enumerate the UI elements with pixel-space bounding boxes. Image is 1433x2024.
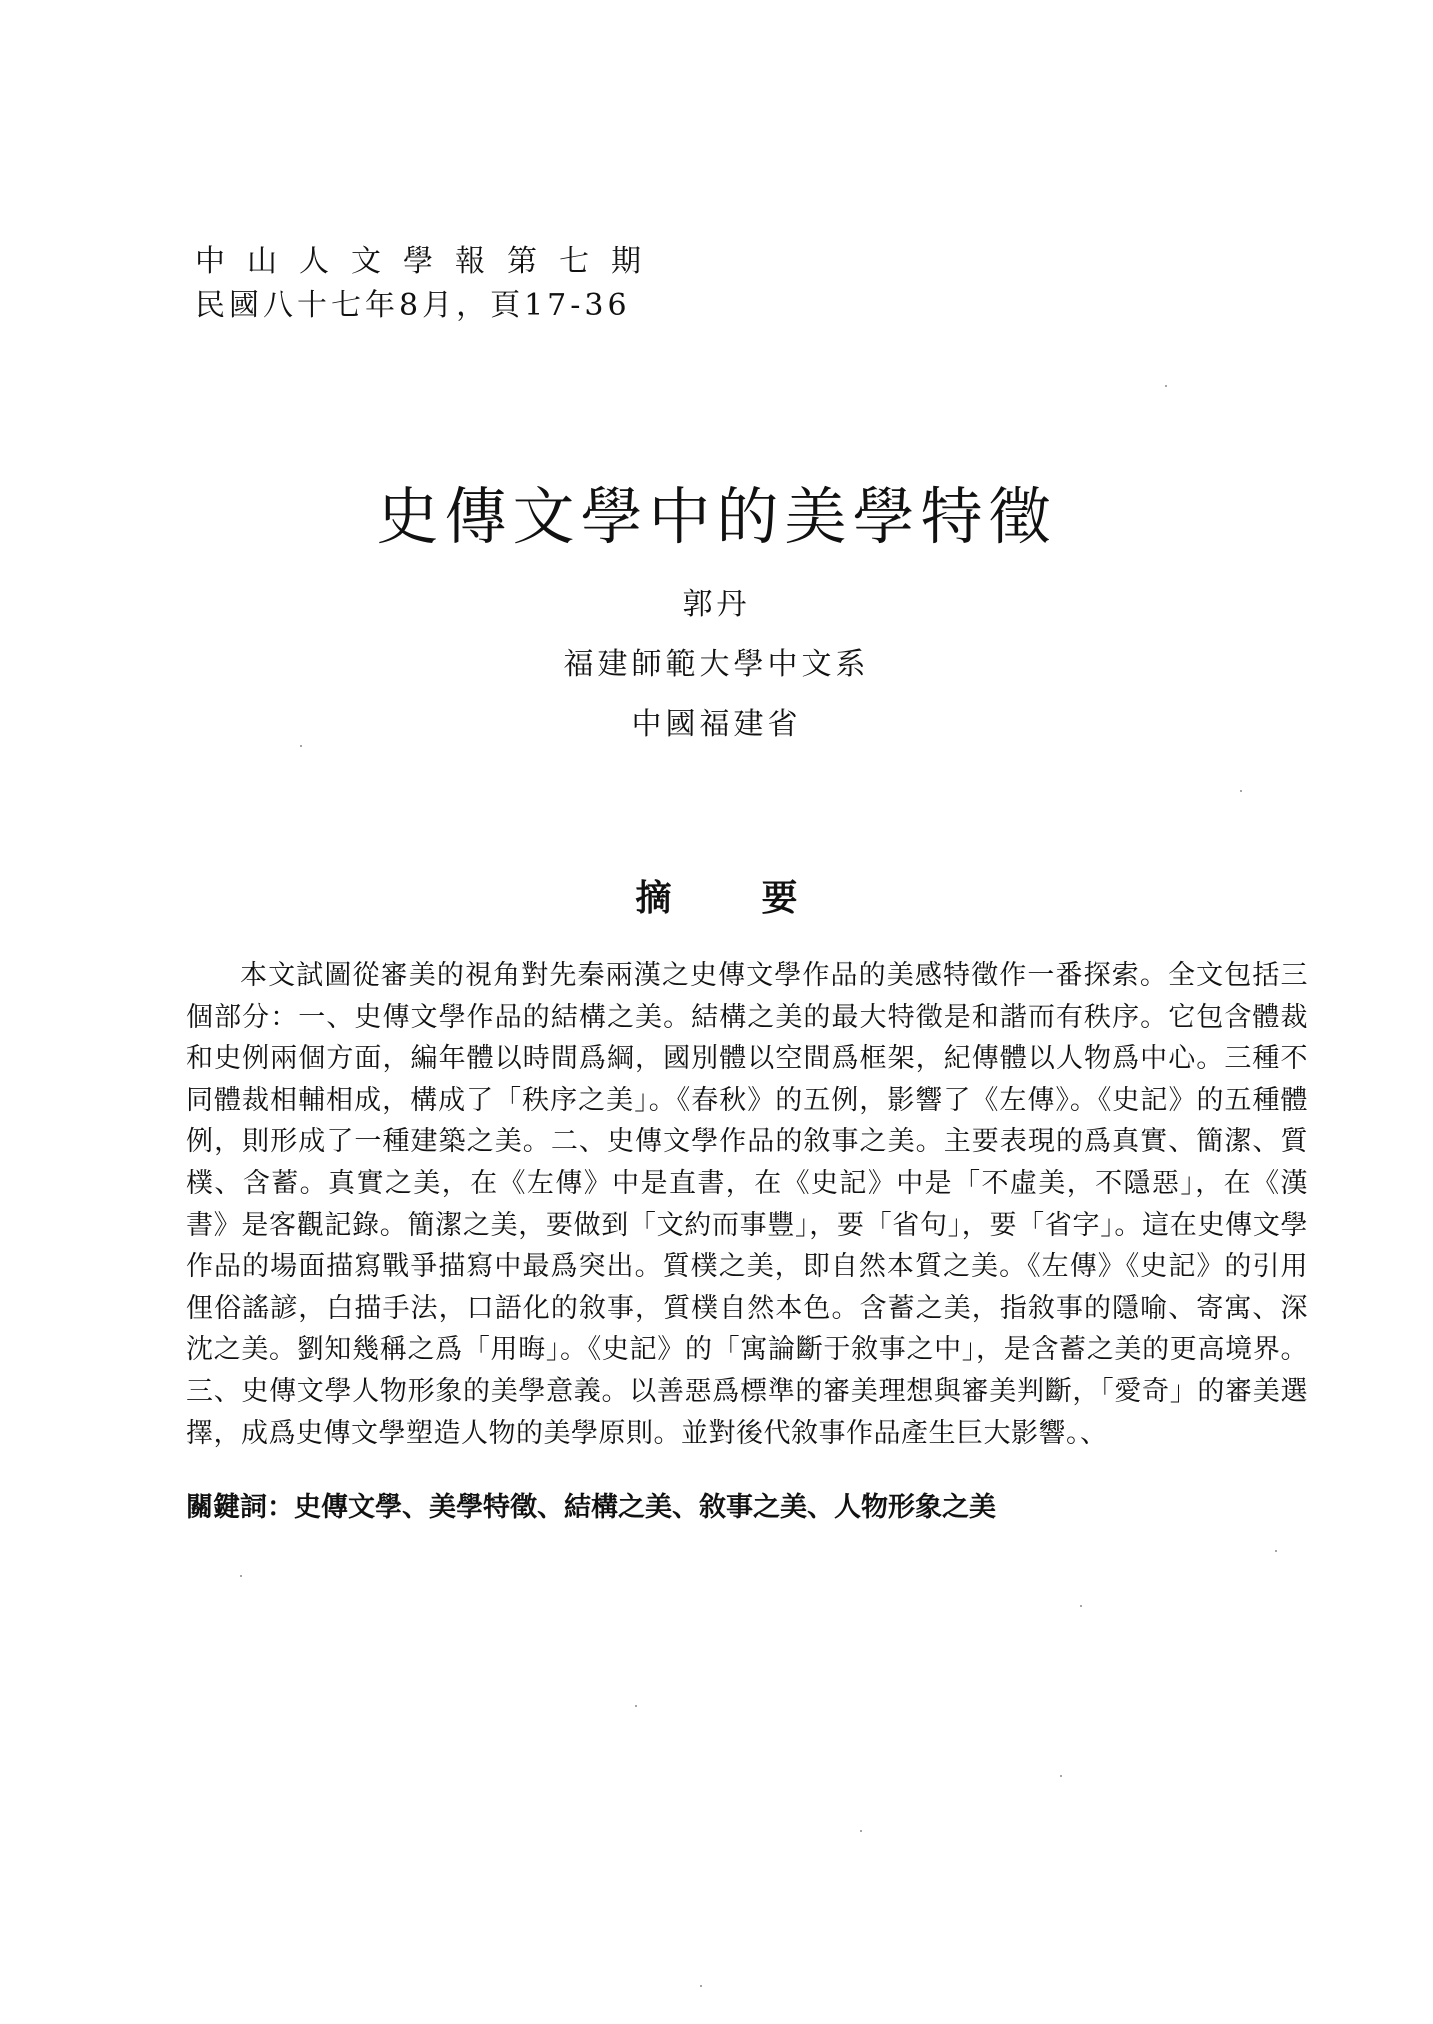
scan-speck	[1060, 1775, 1062, 1777]
scan-speck	[700, 1985, 702, 1987]
scan-speck	[860, 1830, 862, 1832]
scan-speck	[1240, 790, 1242, 792]
scan-speck	[1165, 385, 1167, 387]
paper-title: 史傳文學中的美學特徵	[376, 479, 1057, 553]
keywords: 關鍵詞：史傳文學、美學特徵、結構之美、敘事之美、人物形象之美	[186, 1492, 996, 1523]
scan-speck	[240, 1575, 242, 1577]
author-name: 郭丹	[682, 587, 751, 622]
scan-speck	[300, 745, 302, 747]
author-block	[0, 575, 1433, 755]
scan-speck	[635, 1705, 637, 1707]
journal-info	[195, 240, 715, 328]
abstract-body: 本文試圖從審美的視角對先秦兩漢之史傳文學作品的美感特徵作一番探索。全文包括三個部分：一、史傳文學作品的結構之美。結構之美的最大特徵是和諧而有秩序。它包含體裁和史例兩個方面，編年體以時間爲綱，國別體以空間爲框架，紀傳體以人物爲中心。三種不同體裁相輔相成，構成了「秩序之美」。《春秋》的五例，影響了《左傳》。《史記》的五種體例，則形成了一種建築之美。二、史傳文學作品的敘事之美。主要表現的爲真實、簡潔、質樸、含蓄。真實之美，在《左傳》中是直書，在《史記》中是「不虛美，不隱惡」，在《漢書》是客觀記錄。簡潔之美，要做到「文約而事豐」，要「省句」，要「省字」。這在史傳文學作品的場面描寫戰爭描寫中最爲突出。質樸之美，即自然本質之美。《左傳》《史記》的引用俚俗謠諺，白描手法，口語化的敘事，質樸自然本色。含蓄之美，指敘事的隱喻、寄寓、深沈之美。劉知幾稱之爲「用晦」。《史記》的「寓論斷于敘事之中」，是含蓄之美的更高境界。三、史傳文學人物形象的美學意義。以善惡爲標準的審美理想與審美判斷，「愛奇」的審美選擇，成爲史傳文學塑造人物的美學原則。並對後代敘事作品產生巨大影響。、	[186, 960, 1308, 1449]
journal-issue: 民國八十七年8月，頁17-36	[195, 288, 631, 323]
author-affiliation: 福建師範大學中文系	[563, 647, 870, 682]
abstract-heading: 摘要	[635, 878, 888, 919]
scan-speck	[1080, 1605, 1082, 1607]
scan-speck	[1275, 1550, 1277, 1552]
author-location: 中國福建省	[631, 707, 802, 742]
journal-name: 中山人文學報第七期	[195, 244, 663, 279]
